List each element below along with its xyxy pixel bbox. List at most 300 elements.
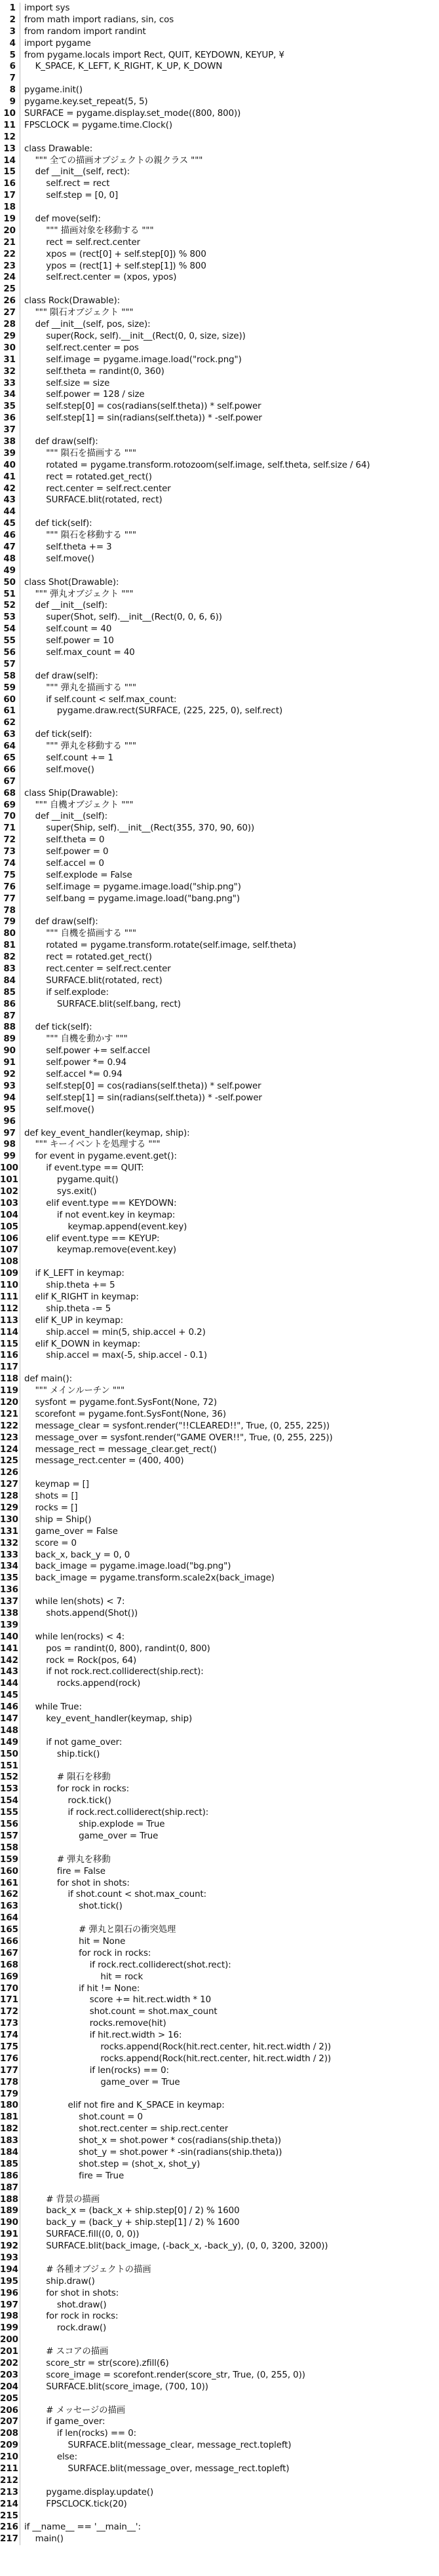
code-line bbox=[0, 2205, 439, 2217]
line-number: 163 bbox=[0, 1901, 20, 1913]
code-text bbox=[20, 1690, 24, 1702]
line-number: 5 bbox=[0, 50, 20, 62]
code-text: """ 弾丸オブジェクト """ bbox=[24, 589, 134, 599]
line-number: 68 bbox=[0, 788, 20, 800]
code-text: back_y = (back_y + ship.step[1] / 2) % 1600 bbox=[24, 2218, 240, 2228]
code-line bbox=[0, 1011, 439, 1022]
code-line bbox=[0, 1795, 439, 1807]
code-text: shot.draw() bbox=[24, 2300, 107, 2310]
code-line bbox=[0, 1842, 439, 1854]
line-number: 118 bbox=[0, 1373, 20, 1385]
line-number: 84 bbox=[0, 975, 20, 987]
code-text: main() bbox=[24, 2534, 64, 2545]
code-line bbox=[0, 1632, 439, 1643]
line-number: 53 bbox=[0, 612, 20, 624]
line-number: 100 bbox=[0, 1163, 20, 1174]
code-line bbox=[0, 823, 439, 834]
code-line bbox=[0, 1467, 439, 1479]
code-line bbox=[0, 741, 439, 753]
code-line bbox=[0, 776, 439, 788]
code-line bbox=[0, 1104, 439, 1116]
line-number: 124 bbox=[0, 1444, 20, 1456]
code-text: def draw(self): bbox=[24, 917, 98, 927]
code-line bbox=[0, 155, 439, 167]
code-text: keymap.remove(event.key) bbox=[24, 1245, 177, 1256]
code-text: ship.accel = max(-5, ship.accel - 0.1) bbox=[24, 1351, 207, 1361]
code-text bbox=[20, 1467, 24, 1479]
code-text bbox=[20, 2393, 24, 2405]
line-number: 141 bbox=[0, 1643, 20, 1655]
code-line bbox=[0, 659, 439, 671]
code-text: self.image = pygame.image.load("rock.png") bbox=[24, 354, 242, 365]
code-text: # 弾丸と隕石の衝突処理 bbox=[24, 1925, 176, 1935]
line-number: 130 bbox=[0, 1514, 20, 1526]
code-line bbox=[0, 600, 439, 612]
code-text: SURFACE = pygame.display.set_mode((800, 800)) bbox=[24, 109, 241, 119]
line-number: 65 bbox=[0, 753, 20, 764]
code-text: SURFACE.blit(rotated, rect) bbox=[24, 975, 162, 986]
code-text: for rock in rocks: bbox=[24, 2311, 119, 2322]
code-text: else: bbox=[24, 2452, 78, 2463]
line-number: 36 bbox=[0, 413, 20, 424]
code-line bbox=[0, 1772, 439, 1783]
line-number: 166 bbox=[0, 1936, 20, 1948]
code-text: self.step[1] = sin(radians(self.theta)) * -self.power bbox=[24, 1092, 262, 1103]
code-text: shot_y = shot.power * -sin(radians(ship.theta)) bbox=[24, 2147, 282, 2157]
line-number: 54 bbox=[0, 624, 20, 635]
code-text: back_x, back_y = 0, 0 bbox=[24, 1550, 130, 1560]
line-number: 131 bbox=[0, 1526, 20, 1538]
code-line bbox=[0, 1725, 439, 1737]
code-text bbox=[20, 73, 24, 84]
code-line bbox=[0, 1327, 439, 1339]
code-line bbox=[0, 3, 439, 14]
code-text: if not rock.rect.colliderect(ship.rect): bbox=[24, 1667, 204, 1677]
code-line bbox=[0, 73, 439, 84]
code-text: rect = self.rect.center bbox=[24, 237, 141, 248]
code-text: from pygame.locals import Rect, QUIT, KEYDOWN, KEYUP, ¥ bbox=[24, 50, 284, 60]
line-number: 23 bbox=[0, 261, 20, 272]
code-line bbox=[0, 1666, 439, 1678]
line-number: 111 bbox=[0, 1292, 20, 1303]
code-line bbox=[0, 2042, 439, 2053]
code-text bbox=[20, 1011, 24, 1022]
code-text: rect = rotated.get_rect() bbox=[24, 472, 152, 482]
line-number: 28 bbox=[0, 319, 20, 331]
code-line bbox=[0, 589, 439, 601]
code-line bbox=[0, 2288, 439, 2300]
line-number: 4 bbox=[0, 38, 20, 50]
code-text: shot.rect.center = ship.rect.center bbox=[24, 2124, 229, 2135]
code-text: hit = None bbox=[24, 1936, 126, 1947]
code-line bbox=[0, 96, 439, 108]
code-line bbox=[0, 2123, 439, 2135]
line-number: 12 bbox=[0, 132, 20, 143]
code-text: pos = randint(0, 800), randint(0, 800) bbox=[24, 1643, 210, 1654]
code-line bbox=[0, 50, 439, 62]
line-number: 9 bbox=[0, 96, 20, 108]
code-line bbox=[0, 1362, 439, 1373]
code-line bbox=[0, 2428, 439, 2440]
line-number: 21 bbox=[0, 237, 20, 249]
code-line bbox=[0, 788, 439, 800]
code-line bbox=[0, 1713, 439, 1725]
code-text: def draw(self): bbox=[24, 671, 98, 681]
code-line bbox=[0, 1350, 439, 1362]
line-number: 192 bbox=[0, 2241, 20, 2252]
code-text: ship = Ship() bbox=[24, 1514, 92, 1525]
code-text: self.power = 128 / size bbox=[24, 390, 145, 400]
line-number: 210 bbox=[0, 2452, 20, 2463]
code-line bbox=[0, 2252, 439, 2264]
code-line bbox=[0, 2311, 439, 2323]
code-text: super(Rock, self).__init__(Rect(0, 0, size, size)) bbox=[24, 331, 246, 341]
code-line bbox=[0, 1924, 439, 1936]
code-text: class Shot(Drawable): bbox=[24, 577, 119, 588]
code-line bbox=[0, 472, 439, 483]
code-line bbox=[0, 2358, 439, 2370]
code-text: rock = Rock(pos, 64) bbox=[24, 1655, 137, 1666]
code-line bbox=[0, 413, 439, 424]
code-text: for rock in rocks: bbox=[24, 1948, 151, 1958]
line-number: 175 bbox=[0, 2042, 20, 2053]
code-line bbox=[0, 612, 439, 624]
code-text bbox=[20, 202, 24, 214]
code-text: score += hit.rect.width * 10 bbox=[24, 1995, 212, 2006]
line-number: 162 bbox=[0, 1889, 20, 1901]
line-number: 39 bbox=[0, 448, 20, 460]
line-number: 123 bbox=[0, 1432, 20, 1444]
code-line bbox=[0, 975, 439, 987]
code-text: back_image = pygame.transform.scale2x(back_image) bbox=[24, 1573, 275, 1584]
code-line bbox=[0, 963, 439, 975]
code-text: message_rect.center = (400, 400) bbox=[24, 1456, 184, 1466]
code-line bbox=[0, 729, 439, 741]
code-line bbox=[0, 202, 439, 214]
code-line bbox=[0, 1174, 439, 1186]
code-line bbox=[0, 764, 439, 776]
line-number: 71 bbox=[0, 823, 20, 834]
code-line bbox=[0, 284, 439, 295]
code-text: self.max_count = 40 bbox=[24, 647, 135, 658]
code-line bbox=[0, 1983, 439, 1995]
code-text: self.power += self.accel bbox=[24, 1046, 150, 1056]
line-number: 104 bbox=[0, 1210, 20, 1222]
line-number: 41 bbox=[0, 472, 20, 483]
code-text: fire = True bbox=[24, 2171, 124, 2181]
code-text: self.size = size bbox=[24, 378, 110, 388]
line-number: 88 bbox=[0, 1022, 20, 1034]
line-number: 148 bbox=[0, 1725, 20, 1737]
line-number: 125 bbox=[0, 1455, 20, 1467]
code-text: SURFACE.fill((0, 0, 0)) bbox=[24, 2230, 140, 2240]
code-line bbox=[0, 1081, 439, 1092]
code-line bbox=[0, 1339, 439, 1351]
code-line bbox=[0, 647, 439, 659]
line-number: 81 bbox=[0, 940, 20, 952]
code-text: rect = rotated.get_rect() bbox=[24, 952, 152, 963]
line-number: 45 bbox=[0, 518, 20, 530]
code-line bbox=[0, 2241, 439, 2252]
line-number: 29 bbox=[0, 331, 20, 343]
code-text bbox=[20, 1761, 24, 1772]
code-line bbox=[0, 2171, 439, 2182]
line-number: 56 bbox=[0, 647, 20, 659]
code-line bbox=[0, 1373, 439, 1385]
code-line bbox=[0, 1397, 439, 1409]
line-number: 77 bbox=[0, 893, 20, 905]
line-number: 169 bbox=[0, 1971, 20, 1983]
code-text: super(Ship, self).__init__(Rect(355, 370, 90, 60)) bbox=[24, 823, 255, 834]
line-number: 183 bbox=[0, 2135, 20, 2147]
code-text: shot.tick() bbox=[24, 1901, 123, 1912]
code-line bbox=[0, 1994, 439, 2006]
line-number: 40 bbox=[0, 460, 20, 472]
line-number: 170 bbox=[0, 1983, 20, 1995]
code-text: import sys bbox=[24, 3, 70, 13]
line-number: 136 bbox=[0, 1584, 20, 1596]
code-line bbox=[0, 624, 439, 635]
line-number: 165 bbox=[0, 1924, 20, 1936]
code-line bbox=[0, 1584, 439, 1596]
code-line bbox=[0, 178, 439, 190]
code-text bbox=[20, 284, 24, 295]
code-line bbox=[0, 1807, 439, 1819]
code-text: message_rect = message_clear.get_rect() bbox=[24, 1444, 217, 1455]
code-line bbox=[0, 940, 439, 952]
line-number: 205 bbox=[0, 2393, 20, 2405]
code-line bbox=[0, 1421, 439, 1432]
code-text: for shot in shots: bbox=[24, 2288, 119, 2298]
code-text bbox=[20, 2475, 24, 2487]
code-text bbox=[20, 905, 24, 917]
code-text: self.theta = 0 bbox=[24, 835, 105, 846]
line-number: 83 bbox=[0, 963, 20, 975]
code-line bbox=[0, 1678, 439, 1690]
code-line bbox=[0, 565, 439, 577]
code-line bbox=[0, 2346, 439, 2358]
code-line bbox=[0, 1596, 439, 1608]
line-number: 62 bbox=[0, 717, 20, 729]
line-number: 59 bbox=[0, 682, 20, 694]
code-line bbox=[0, 2440, 439, 2452]
code-text: pygame.display.update() bbox=[24, 2487, 154, 2497]
code-text: pygame.init() bbox=[24, 85, 83, 96]
code-line bbox=[0, 2147, 439, 2159]
line-number: 94 bbox=[0, 1092, 20, 1104]
line-number: 38 bbox=[0, 436, 20, 448]
line-number: 78 bbox=[0, 905, 20, 917]
code-line bbox=[0, 378, 439, 390]
code-text: def key_event_handler(keymap, ship): bbox=[24, 1128, 190, 1138]
line-number: 143 bbox=[0, 1666, 20, 1678]
code-line bbox=[0, 354, 439, 366]
code-text: for shot in shots: bbox=[24, 1878, 130, 1888]
line-number: 204 bbox=[0, 2381, 20, 2393]
code-line bbox=[0, 2405, 439, 2417]
code-text: if not game_over: bbox=[24, 1737, 123, 1747]
code-text: FPSCLOCK = pygame.time.Clock() bbox=[24, 120, 173, 130]
code-text: scorefont = pygame.font.SysFont(None, 36) bbox=[24, 1409, 226, 1419]
line-number: 67 bbox=[0, 776, 20, 788]
code-line bbox=[0, 905, 439, 917]
line-number: 63 bbox=[0, 729, 20, 741]
line-number: 82 bbox=[0, 952, 20, 963]
code-line bbox=[0, 1854, 439, 1866]
code-line bbox=[0, 2100, 439, 2112]
code-line bbox=[0, 717, 439, 729]
code-text: def tick(self): bbox=[24, 1022, 92, 1033]
code-text: # 各種オブジェクトの描画 bbox=[24, 2264, 151, 2275]
code-line bbox=[0, 1163, 439, 1174]
code-line bbox=[0, 448, 439, 460]
code-text bbox=[20, 2511, 24, 2522]
code-text: class Rock(Drawable): bbox=[24, 296, 121, 307]
code-line bbox=[0, 295, 439, 307]
code-line bbox=[0, 1210, 439, 1222]
code-line bbox=[0, 1655, 439, 1667]
line-number: 209 bbox=[0, 2440, 20, 2452]
code-text: score = 0 bbox=[24, 1538, 77, 1548]
line-number: 6 bbox=[0, 61, 20, 73]
code-text: rotated = pygame.transform.rotozoom(self.image, self.theta, self.size / 64) bbox=[24, 460, 370, 470]
code-line bbox=[0, 1889, 439, 1901]
line-number: 190 bbox=[0, 2217, 20, 2229]
line-number: 97 bbox=[0, 1128, 20, 1140]
line-number: 18 bbox=[0, 202, 20, 214]
code-line bbox=[0, 1948, 439, 1960]
code-text: def main(): bbox=[24, 1374, 73, 1385]
code-text: shot.step = (shot_x, shot_y) bbox=[24, 2159, 200, 2169]
line-number: 7 bbox=[0, 73, 20, 84]
line-number: 188 bbox=[0, 2194, 20, 2206]
code-text bbox=[20, 1725, 24, 1737]
code-line bbox=[0, 1222, 439, 1233]
code-text: SURFACE.blit(score_image, (700, 10)) bbox=[24, 2381, 208, 2392]
line-number: 156 bbox=[0, 1819, 20, 1831]
code-line bbox=[0, 2522, 439, 2533]
line-number: 126 bbox=[0, 1467, 20, 1479]
line-number: 133 bbox=[0, 1550, 20, 1561]
line-number: 129 bbox=[0, 1503, 20, 1514]
line-number: 89 bbox=[0, 1034, 20, 1045]
code-line bbox=[0, 1116, 439, 1128]
code-line bbox=[0, 1514, 439, 1526]
code-line bbox=[0, 2264, 439, 2276]
code-line bbox=[0, 542, 439, 553]
line-number: 194 bbox=[0, 2264, 20, 2276]
line-number: 1 bbox=[0, 3, 20, 14]
code-text: self.rect = rect bbox=[24, 179, 110, 189]
code-text: sysfont = pygame.font.SysFont(None, 72) bbox=[24, 1397, 218, 1408]
code-text: rocks.remove(hit) bbox=[24, 2019, 166, 2029]
line-number: 193 bbox=[0, 2252, 20, 2264]
code-line bbox=[0, 1866, 439, 1878]
code-line bbox=[0, 811, 439, 823]
line-number: 186 bbox=[0, 2171, 20, 2182]
code-text: self.image = pygame.image.load("ship.png") bbox=[24, 882, 241, 892]
line-number: 112 bbox=[0, 1303, 20, 1315]
code-text bbox=[20, 1584, 24, 1596]
code-line bbox=[0, 694, 439, 706]
line-number: 24 bbox=[0, 272, 20, 284]
code-line bbox=[0, 38, 439, 50]
code-line bbox=[0, 882, 439, 893]
code-line bbox=[0, 1303, 439, 1315]
line-number: 167 bbox=[0, 1948, 20, 1960]
line-number: 80 bbox=[0, 928, 20, 940]
code-line bbox=[0, 753, 439, 764]
code-text: rocks.append(Rock(hit.rect.center, hit.rect.width / 2)) bbox=[24, 2042, 332, 2052]
code-text: rocks.append(rock) bbox=[24, 1679, 141, 1689]
line-number: 149 bbox=[0, 1737, 20, 1749]
code-text: rock.draw() bbox=[24, 2323, 107, 2334]
line-number: 185 bbox=[0, 2159, 20, 2171]
line-number: 17 bbox=[0, 190, 20, 202]
code-line bbox=[0, 190, 439, 202]
code-line bbox=[0, 272, 439, 284]
code-line bbox=[0, 1455, 439, 1467]
line-number: 35 bbox=[0, 401, 20, 413]
line-number: 114 bbox=[0, 1327, 20, 1339]
line-number: 74 bbox=[0, 858, 20, 870]
code-line bbox=[0, 530, 439, 542]
code-text: if K_LEFT in keymap: bbox=[24, 1269, 124, 1279]
line-number: 87 bbox=[0, 1011, 20, 1022]
code-text: self.move() bbox=[24, 1104, 94, 1115]
line-number: 70 bbox=[0, 811, 20, 823]
code-text: if rock.rect.colliderect(ship.rect): bbox=[24, 1808, 209, 1818]
code-text: """ 自機オブジェクト """ bbox=[24, 800, 134, 810]
line-number: 135 bbox=[0, 1573, 20, 1584]
code-line bbox=[0, 1702, 439, 1713]
code-line bbox=[0, 1878, 439, 1890]
code-text: ship.theta += 5 bbox=[24, 1280, 115, 1291]
code-text: from random import randint bbox=[24, 26, 146, 37]
line-number: 211 bbox=[0, 2463, 20, 2475]
code-line bbox=[0, 682, 439, 694]
code-text: """ 隕石オブジェクト """ bbox=[24, 308, 134, 318]
line-number: 178 bbox=[0, 2077, 20, 2089]
line-number: 115 bbox=[0, 1339, 20, 1351]
code-line bbox=[0, 2533, 439, 2545]
line-number: 155 bbox=[0, 1807, 20, 1819]
line-number: 93 bbox=[0, 1081, 20, 1092]
code-text: if len(rocks) == 0: bbox=[24, 2065, 169, 2076]
line-number: 184 bbox=[0, 2147, 20, 2159]
code-line bbox=[0, 483, 439, 495]
line-number: 27 bbox=[0, 307, 20, 319]
code-line bbox=[0, 1643, 439, 1655]
code-text: while len(rocks) < 4: bbox=[24, 1632, 125, 1642]
code-text: self.power = 10 bbox=[24, 636, 114, 646]
line-number: 30 bbox=[0, 343, 20, 354]
code-text: def tick(self): bbox=[24, 519, 92, 529]
code-line bbox=[0, 2112, 439, 2123]
code-line bbox=[0, 987, 439, 999]
code-line bbox=[0, 1139, 439, 1151]
code-text: """ 弾丸を移動する """ bbox=[24, 741, 136, 752]
code-text: """ 自機を描画する """ bbox=[24, 929, 136, 939]
line-number: 49 bbox=[0, 565, 20, 577]
line-number: 140 bbox=[0, 1632, 20, 1643]
line-number: 171 bbox=[0, 1994, 20, 2006]
code-text: ship.explode = True bbox=[24, 1820, 165, 1830]
code-text bbox=[20, 565, 24, 577]
code-text: shot_x = shot.power * cos(radians(ship.theta)) bbox=[24, 2136, 281, 2146]
code-line bbox=[0, 495, 439, 506]
code-text: self.power *= 0.94 bbox=[24, 1058, 127, 1068]
